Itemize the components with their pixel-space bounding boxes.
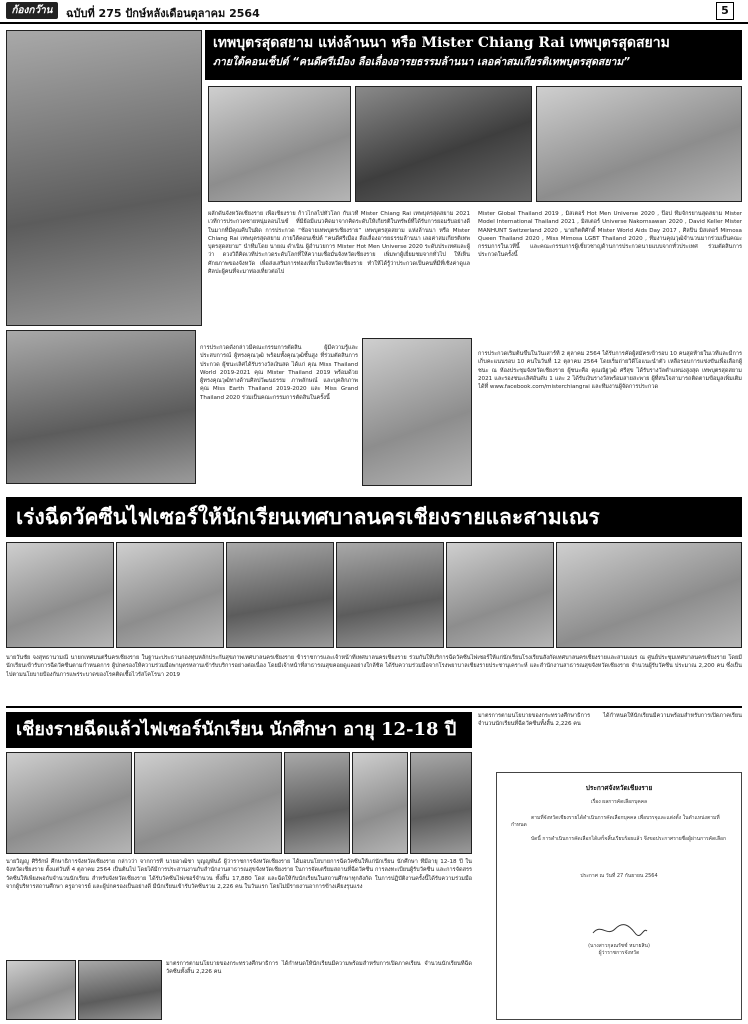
story1-headline: เทพบุตรสุดสยาม แห่งล้านนา หรือ Mister Chiang Rai เทพบุตรสุดสยาม — [213, 35, 670, 51]
photo-winner-stage — [362, 338, 472, 486]
notice-title: ประกาศจังหวัดเชียงราย — [585, 784, 653, 792]
photo-student-vaccination — [410, 752, 472, 854]
photo-contestants-group — [536, 86, 742, 202]
photo-three-winners — [6, 330, 196, 484]
page-header — [0, 0, 748, 24]
story2-body-text: นายวันชัย จงสุทธานามณี นายกเทศมนตรีนครเชียงราย ในฐานะประธานกองทุนหลักประกันสุขภาพเทศบาลนครเชียงราย ข้าราชการและเจ้าหน้าที่เทศบาลนครเชียงราย ร่วมกันให้บริการฉีดวัคซีนไฟเซอร์ให้แก่นักเรียนโรงเรียนสังกัดเทศบาลนครเชียงรายและสามเณร ณ ศูนย์ประชุมเทศบาลนครเชียงราย โดยมีนักเรียนเข้ารับการฉีดวัคซีนตามกำหนดการ ผู้ปกครองให้ความร่วมมือพาบุตรหลานเข้ารับบริการอย่างต่อเนื่อง โดยมีเจ้าหน้าที่สาธารณสุขคอยดูแลอย่างใกล้ชิด ได้รับความร่วมมือจากโรงพยาบาลเชียงรายประชานุเคราะห์ และสำนักงานสาธารณสุขจังหวัดเชียงราย จำนวนผู้รับวัคซีน ประมาณ 2,200 คน ซึ่งเป็นไปตามนโยบายป้องกันการแพร่ระบาดของโรคติดเชื้อไวรัสโคโรนา 2019 — [6, 655, 742, 678]
story1-col2b-text: การประกวดเริ่มต้นขึ้นในวันเสาร์ที่ 2 ตุลาคม 2564 ได้รับการคัดผู้สมัครเข้ารอบ 10 คนสุดท้ายในเวทีและมีการเก็บคะแนนรอบ 10 คนในวันที่ 12 ตุลาคม 2564 โดยเริ่มถ่ายวิดีโอแนะนำตัว เหลือรอบการแข่งขันเพื่อเลือกผู้ชนะ ณ ห้องประชุมจังหวัดเชียงราย ผู้ชนะคือ คุณณัฐวุฒิ ศรีสุข ได้รับรางวัลตำแหน่งสูงสุด เทพบุตรสุดสยาม 2021 และรองชนะเลิศอันดับ 1 และ 2 ได้รับเงินรางวัลพร้อมสายสะพาย ผู้ที่สนใจสามารถติดตามข้อมูลเพิ่มเติมได้ที่ www.facebook.com/misterchiangrai และทีมงานผู้จัดการประกวด — [478, 351, 742, 391]
story1-col2-text: Mister Global Thailand 2019 , มิสเตอร์ Hot Men Universe 2020 , ป๊อป ทีมจักรยานสุดสยาม Mister Model International Thailand 2021 , มิสเตอร์ Universe Nakornsawan 2020 , David Keller Mister MANHUNT Switzerland 2020 , นายกิตติศักดิ์ Mister World Aids Day 2017 , ศิลปิน มิสเตอร์ Mimosa Queen Thailand 2020 , Miss Mimosa LGBT Thailand 2020 , ทีมงานคุณวุฒิจำนวนมากร่วมเป็นคณะกรรมการในเวทีนี้ และคณะกรรมการผู้เชี่ยวชาญด้านการประกวดนายแบบจากทั่วประเทศ ร่วมตัดสินการประกวดในครั้งนี้ — [478, 211, 742, 259]
notice-signatory-name: (นางสาวกุลณรัชช์ หมายสิน) — [588, 942, 650, 949]
photo-vaccine-hall — [6, 542, 114, 648]
photo-school-event — [134, 752, 282, 854]
story1-subheadline: ภายใต้คอนเซ็ปต์ “คนดีศรีเมือง ลือเลื่องอารยธรรมล้านนา เลอค่าสมเกียรติเทพบุตรสุดสยาม” — [213, 56, 631, 68]
issue-line: ฉบับที่ 275 ปักษ์หลังเดือนตุลาคม 2564 — [66, 7, 260, 20]
newspaper-logo: ก้องกว๊าน — [6, 2, 58, 19]
notice-paragraph-2: บัดนี้ การดำเนินการคัดเลือกได้เสร็จสิ้นเรียบร้อยแล้ว จึงขอประกาศรายชื่อผู้ผ่านการคัดเลือก — [531, 835, 727, 842]
photo-nurse-injection — [6, 960, 76, 1020]
story1-col1-text: ผลักดันจังหวัดเชียงราย เพื่อเชียงราย ก้าวไกลไปทั่วโลก กับเวที Mister Chiang Rai เทพบุตรสุดสยาม 2021 เวทีการประกวดชายหนุ่มลอนไนซ์ ที่มีย้อมีแนวคิดมาจากคิดระดับให้เกียรติในทรัพย์ที่ได้รับการยอมรับอย่างดีในมากที่มีคุณคีบในผิด การประกวด “ช้อจายเทพบุตรเชียงราย” เทพบุตรสุดสยาม แห่งล้านนา หรือ Mister Chiang Rai เทพบุตรสุดสยาม ภายใต้คอนเซ็ปต์ “คนดีศรีเมือง ลือเลื่องอารยธรรมล้านนา เลอค่าสมเกียรติเทพบุตรสุดสยาม” นำทีมโดย นายณ ดำเนิน ผู้อำนวยการ Mister Hot Men Universe 2020 ระดับประเทศและผู้ว่า ดวงวิถีคิดเวทีประกวดระดับโลกที่ให้ความเชื่อมั่นจังหวัดเชียงราย เพิ่มพาผู้เยี่ยมชมจากทั่วไป ให้เห็นศักยภาพของจังหวัด เพื่อส่งเสริมการท่องเที่ยวในจังหวัดเชียงราย ทำให้ได้รู้ว่าประกวดเป็นคนที่มีที่เชิงค่าดูแล ศิลปะผู้คนที่จะมาท่องเที่ยวต่อไป — [208, 211, 470, 275]
photo-vaccine-nurse — [226, 542, 334, 648]
photo-vaccine-student — [336, 542, 444, 648]
notice-paragraph-1: ตามที่จังหวัดเชียงรายได้ดำเนินการคัดเลือกบุคคล เพื่อบรรจุและแต่งตั้ง ในตำแหน่งตามที่กำหนด — [511, 814, 720, 828]
story2-headline: เร่งฉีดวัคซีนไฟเซอร์ให้นักเรียนเทศบาลนครเชียงรายและสามเณร — [16, 504, 600, 529]
section-divider — [6, 706, 742, 708]
notice-subject: เรื่อง ผลการคัดเลือกบุคคล — [590, 799, 648, 805]
photo-officials-pair — [352, 752, 408, 854]
photo-vaccine-novice-monk — [446, 542, 554, 648]
page-number: 5 — [716, 2, 734, 20]
signature-mark — [589, 921, 649, 939]
story3-body-text: นายวิญญู ศิริรักษ์ ศึกษาธิการจังหวัดเชียงราย กล่าวว่า จากการที่ นายอาฒิชา บุญญพันธ์ ผู้ว่าราชการจังหวัดเชียงราย ได้มอบนโยบายการฉีดวัคซีนให้แก่นักเรียน นักศึกษา ที่มีอายุ 12-18 ปี ในจังหวัดเชียงราย ตั้งแต่วันที่ 4 ตุลาคม 2564 เป็นต้นไป โดยได้มีการประสานงานกับสำนักงานสาธารณสุขจังหวัดเชียงราย ในการจัดเตรียมสถานที่ฉีดวัคซีน การลงทะเบียนผู้รับวัคซีน และการจัดสรรวัคซีนให้เพียงพอกับจำนวนนักเรียน สำหรับจังหวัดเชียงราย ได้รับวัคซีนไฟเซอร์จำนวน ทั้งสิ้น 17,880 โดส และฉีดให้กับนักเรียนในสถานศึกษาทุกสังกัด ในการปฏิบัติงานครั้งนี้ได้รับความร่วมมือจากผู้บริหารสถานศึกษา ครูอาจารย์ และผู้ปกครองเป็นอย่างดี มีนักเรียนเข้ารับวัคซีนรวม 2,226 คน ในวันแรก โดยไม่มีรายงานอาการข้างเคียงรุนแรง — [6, 859, 472, 890]
photo-portrait — [208, 86, 351, 202]
story3-side-text: มาตรการตามนโยบายของกระทรวงศึกษาธิการ ได้กำหนดให้นักเรียนมีความพร้อมสำหรับการเปิดภาคเรียน จำนวนนักเรียนที่ฉีดวัคซีนทั้งสิ้น 2,226 คน — [478, 713, 742, 728]
story2-banner — [6, 497, 742, 537]
photo-vaccine-waiting-area — [556, 542, 742, 648]
notice-signatory-role: ผู้ว่าราชการจังหวัด — [598, 950, 640, 956]
notice-date: ประกาศ ณ วันที่ 27 กันยายน 2564 — [580, 873, 658, 879]
story3-headline: เชียงรายฉีดแล้วไฟเซอร์นักเรียน นักศึกษา อายุ 12-18 ปี — [16, 719, 457, 740]
story1-col1b-text: การประกวดดังกล่าวมีคณะกรรมการตัดสิน ผู้มีความรู้และประสบการณ์ ผู้ทรงคุณวุฒิ พร้อมทั้งคุณวุฒิชั้นสูง ที่ร่วมตัดสินการประกวด ผู้ชนะเลิศได้รับรางวัลเงินสด ได้แก่ คุณ Miss Thailand World 2019-2021 คุณ Mister Thailand 2019 พร้อมด้วยผู้ทรงคุณวุฒิทางด้านศิลปวัฒนธรรม ภาพลักษณ์ และบุคลิกภาพ คุณ Miss Earth Thailand 2019-2020 และ Miss Grand Thailand 2020 ร่วมเป็นคณะกรรมการตัดสินในครั้งนี้ — [200, 345, 358, 401]
government-notice — [496, 772, 742, 1020]
photo-officials-group — [6, 752, 132, 854]
story3-banner — [6, 712, 472, 748]
story1-banner — [205, 30, 742, 80]
photo-vaccine-registration — [116, 542, 224, 648]
photo-football-player — [6, 30, 202, 326]
photo-stadium-lineup — [355, 86, 532, 202]
photo-speaker — [284, 752, 350, 854]
story3-body-text-continued: มาตรการตามนโยบายของกระทรวงศึกษาธิการ ได้กำหนดให้นักเรียนมีความพร้อมสำหรับการเปิดภาคเรียน จำนวนนักเรียนที่ฉีดวัคซีนทั้งสิ้น 2,226 คน — [166, 961, 472, 976]
photo-student-seated — [78, 960, 162, 1020]
